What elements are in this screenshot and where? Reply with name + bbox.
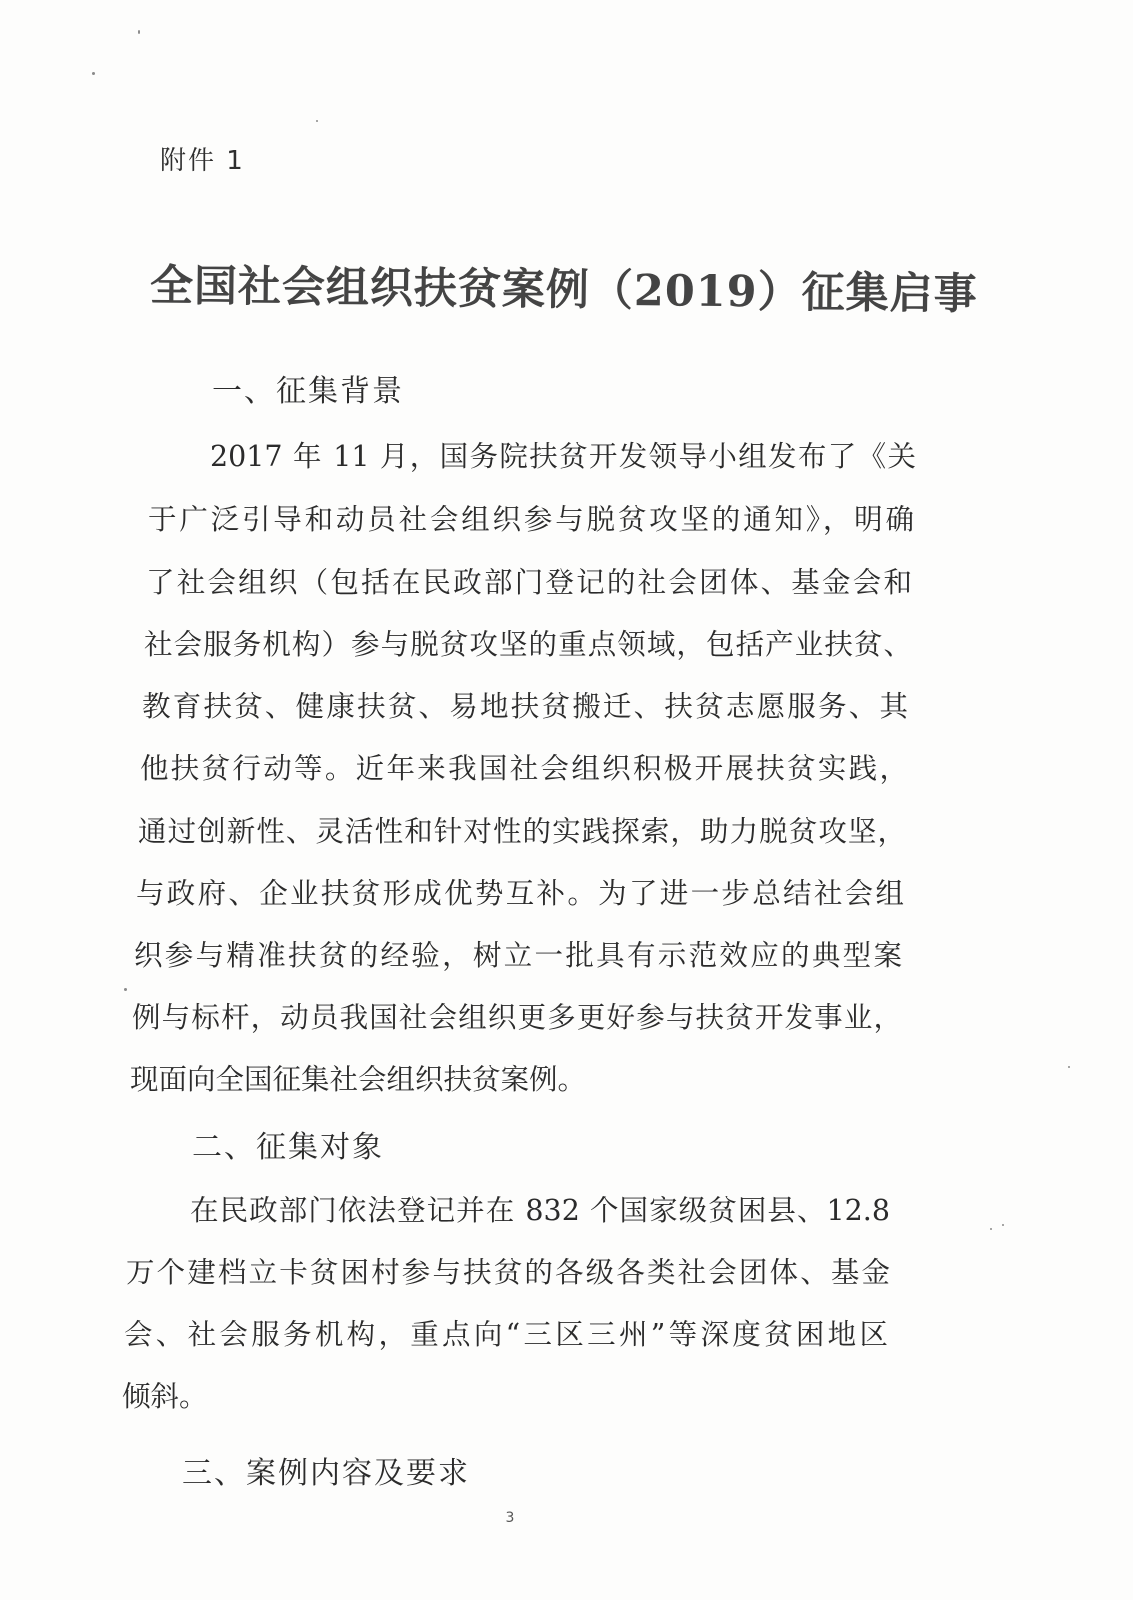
paragraph-line: 会、社会服务机构，重点向“三区三州”等深度贫困地区	[124, 1318, 888, 1351]
attachment-label: 附件 1	[160, 146, 245, 176]
paragraph-line: 他扶贫行动等。近年来我国社会组织积极开展扶贫实践，	[140, 752, 908, 785]
section-heading: 一、征集背景	[212, 374, 404, 409]
paragraph-line: 万个建档立卡贫困村参与扶贫的各级各类社会团体、基金	[126, 1256, 890, 1289]
paragraph-line: 织参与精准扶贫的经验，树立一批具有示范效应的典型案	[134, 939, 902, 972]
page-number: 3	[505, 1510, 515, 1526]
scan-speck	[1068, 1066, 1070, 1068]
scan-speck	[1002, 1224, 1004, 1226]
scan-speck	[990, 1228, 992, 1230]
section-heading: 二、征集对象	[192, 1130, 384, 1165]
scan-speck	[92, 72, 95, 75]
scan-speck	[316, 120, 318, 122]
paragraph-line: 与政府、企业扶贫形成优势互补。为了进一步总结社会组	[136, 877, 904, 910]
paragraph-line: 通过创新性、灵活性和针对性的实践探索，助力脱贫攻坚，	[138, 815, 906, 848]
scan-speck	[138, 30, 140, 34]
paragraph-line: 倾斜。	[122, 1380, 208, 1413]
section-heading: 三、案例内容及要求	[182, 1456, 470, 1491]
paragraph-line: 于广泛引导和动员社会组织参与脱贫攻坚的通知》，明确	[148, 503, 914, 536]
paragraph-line: 了社会组织（包括在民政部门登记的社会团体、基金会和	[146, 566, 912, 599]
paragraph-line: 2017 年 11 月，国务院扶贫开发领导小组发布了《关	[210, 440, 916, 473]
paragraph-line: 社会服务机构）参与脱贫攻坚的重点领域，包括产业扶贫、	[144, 628, 912, 661]
paragraph-line: 例与标杆，动员我国社会组织更多更好参与扶贫开发事业，	[132, 1001, 902, 1034]
paragraph-line: 在民政部门依法登记并在 832 个国家级贫困县、12.8	[190, 1194, 890, 1227]
paragraph-line: 现面向全国征集社会组织扶贫案例。	[130, 1063, 587, 1096]
paragraph-line: 教育扶贫、健康扶贫、易地扶贫搬迁、扶贫志愿服务、其	[142, 690, 908, 723]
document-title: 全国社会组织扶贫案例（2019）征集启事	[149, 261, 978, 320]
scan-speck	[124, 988, 127, 991]
